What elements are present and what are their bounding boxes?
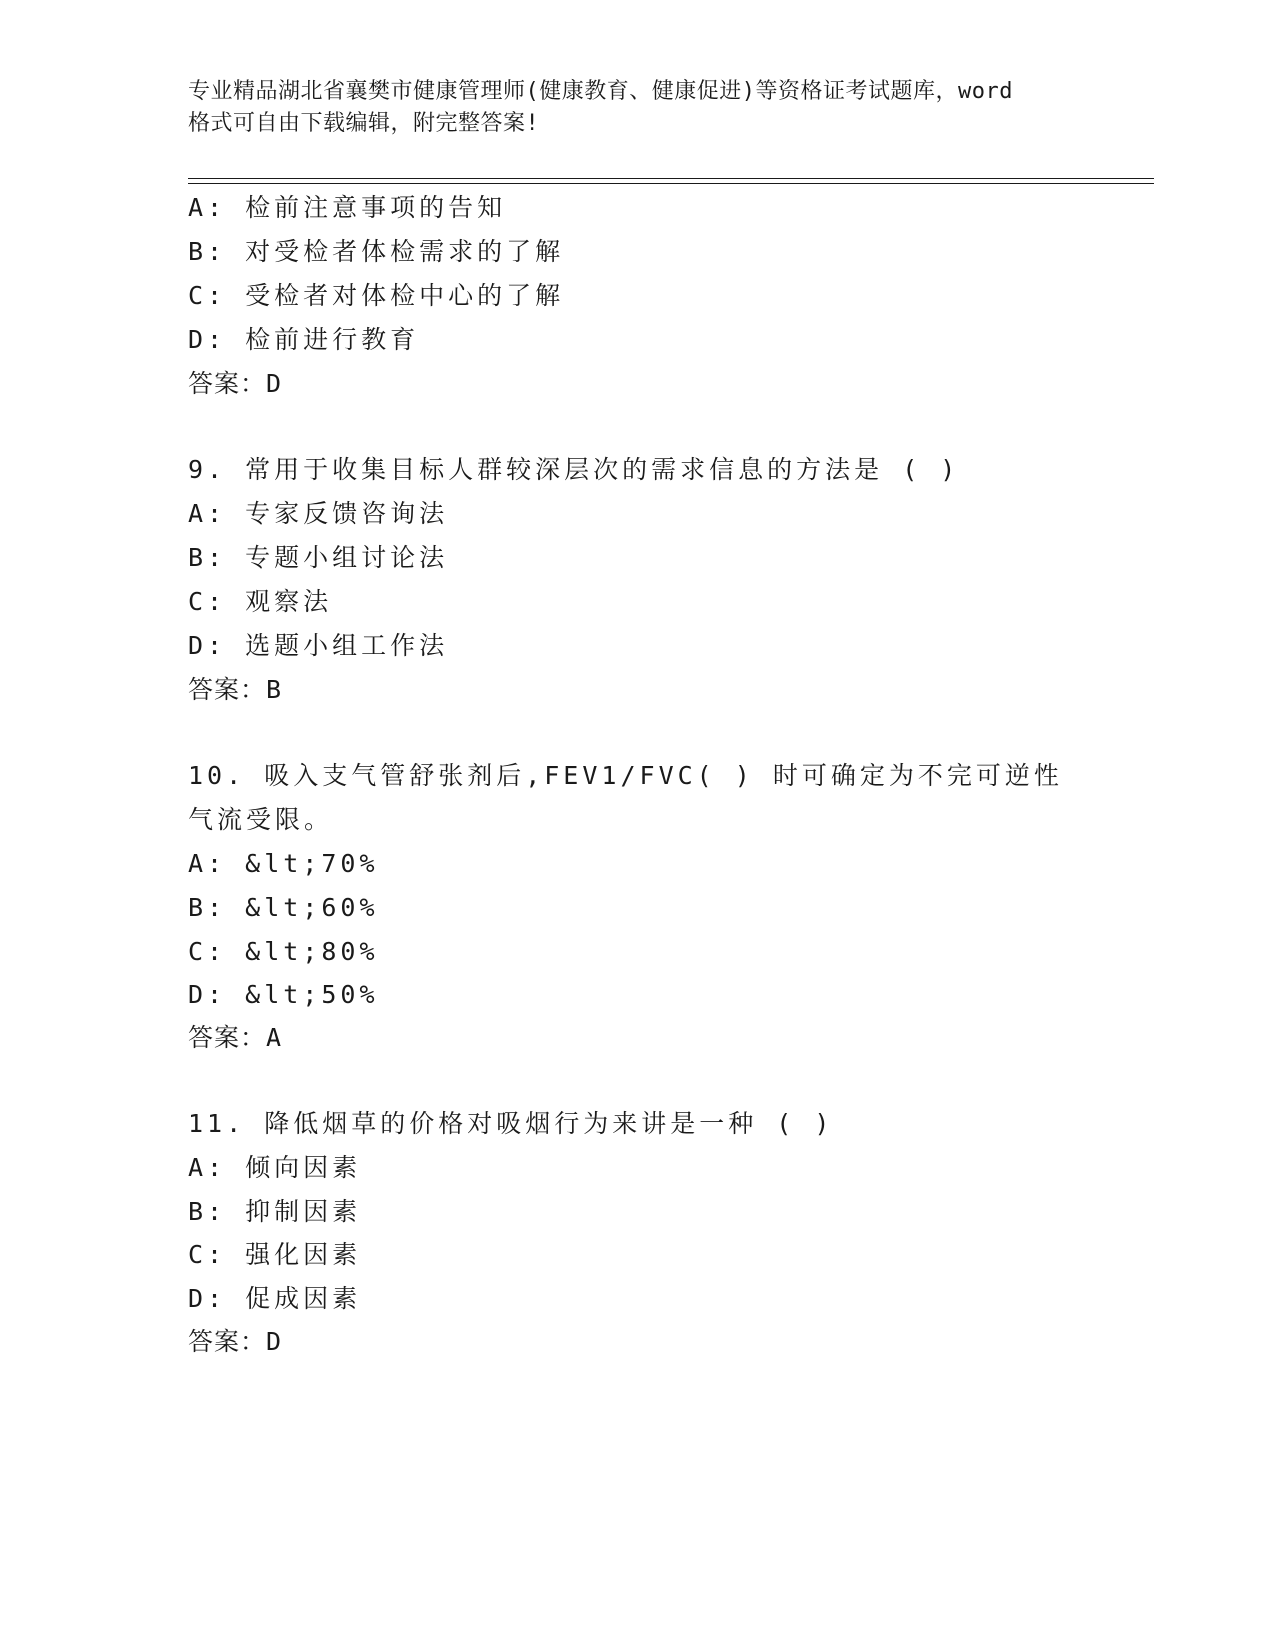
q10-option-c: C: &lt;80% [188, 937, 379, 966]
q11-option-c: C: 强化因素 [188, 1240, 362, 1269]
q9-option-c: C: 观察法 [188, 587, 333, 616]
q10-option-b: B: &lt;60% [188, 893, 379, 922]
header-divider-top [188, 178, 1154, 179]
q10-option-d: D: &lt;50% [188, 980, 379, 1009]
q8-answer: 答案：D [188, 369, 283, 398]
q9-option-a: A: 专家反馈咨询法 [188, 499, 449, 528]
q11-option-a: A: 倾向因素 [188, 1153, 362, 1182]
q9-option-d: D: 选题小组工作法 [188, 631, 449, 660]
q8-option-c: C: 受检者对体检中心的了解 [188, 281, 565, 310]
header-divider-bottom [188, 183, 1154, 184]
q10-question-line-1: 10. 吸入支气管舒张剂后,FEV1/FVC( ) 时可确定为不完可逆性 [188, 761, 1063, 790]
header-line-2: 格式可自由下载编辑，附完整答案! [188, 111, 540, 136]
q11-question: 11. 降低烟草的价格对吸烟行为来讲是一种 ( ) [188, 1109, 834, 1138]
q8-option-d: D: 检前进行教育 [188, 325, 420, 354]
document-header [188, 76, 1088, 140]
q9-option-b: B: 专题小组讨论法 [188, 543, 449, 572]
q11-answer: 答案：D [188, 1327, 283, 1356]
header-line-1: 专业精品湖北省襄樊市健康管理师(健康教育、健康促进)等资格证考试题库，word [188, 79, 1013, 104]
q8-option-b: B: 对受检者体检需求的了解 [188, 237, 565, 266]
q10-answer: 答案：A [188, 1023, 283, 1052]
q11-option-b: B: 抑制因素 [188, 1197, 362, 1226]
q11-option-d: D: 促成因素 [188, 1284, 362, 1313]
q10-option-a: A: &lt;70% [188, 849, 379, 878]
q8-option-a: A: 检前注意事项的告知 [188, 193, 507, 222]
q9-question: 9. 常用于收集目标人群较深层次的需求信息的方法是 ( ) [188, 455, 960, 484]
q10-question-line-2: 气流受限。 [188, 805, 334, 834]
q9-answer: 答案：B [188, 675, 283, 704]
